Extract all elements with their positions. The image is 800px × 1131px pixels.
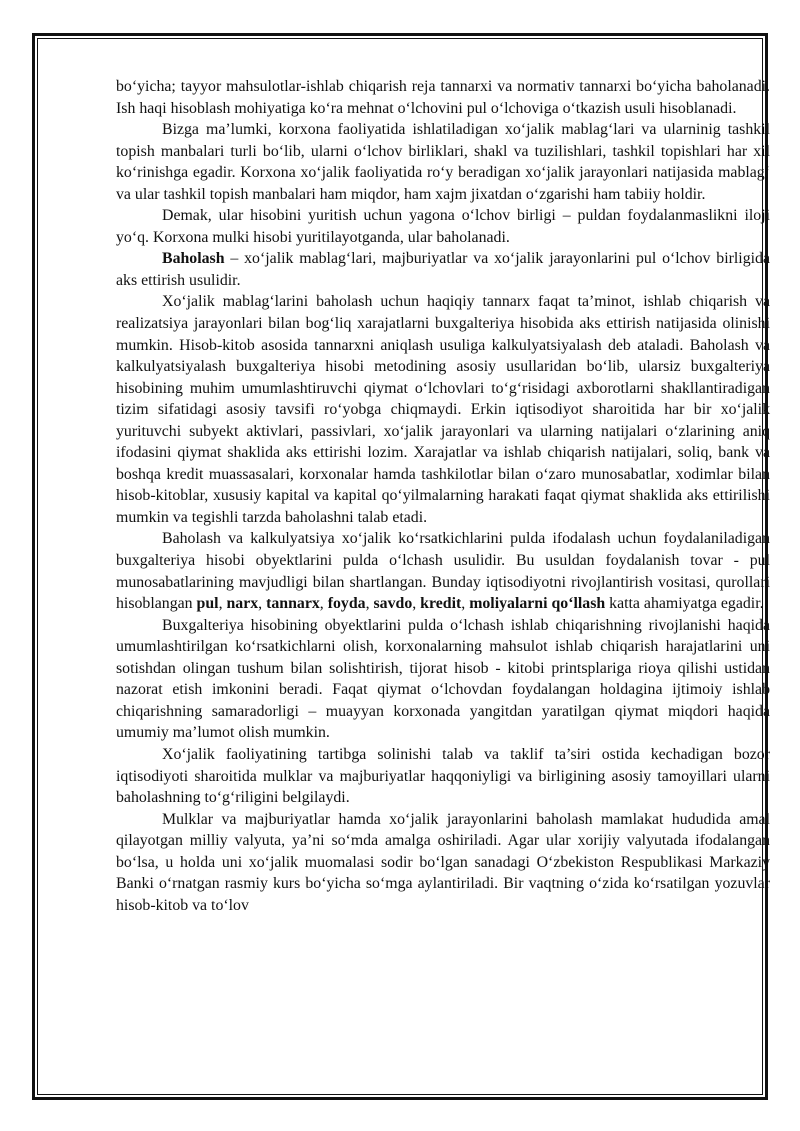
paragraph-3: Demak, ular hisobini yuritish uchun yagona o‘lchov birligi – puldan foydalanmaslikni iloji yo‘q. Korxona mulki hisobi yuritilayotganda, ular baholanadi. bbox=[116, 207, 770, 246]
paragraph-6-end: katta ahamiyatga egadir. bbox=[605, 595, 764, 613]
paragraph-5: Xo‘jalik mablag‘larini baholash uchun haqiqiy tannarx faqat ta’minot, ishlab chiqarish va realizatsiya jarayonlari bilan bog‘liq xarajatlarni buxgalteriya hisobida aks ettirish natijasida olinishi mumkin. Hisob-kitob asosida tannarxni aniqlash usuliga kalkulyatsiyalash deb ataladi. Baholash va kalkulyatsiyalash buxgalteriya hisobi metodining asosiy usullaridan bo‘lib, ularsiz buxgalteriya hisobining muhim umumlashtiruvchi qiymat o‘lchovlari to‘g‘risidagi axborotlarni shakllantiradigan tizim sifatidagi asosiy tavsifi ro‘yobga chiqmaydi. Erkin iqtisodiyot sharoitida har bir xo‘jalik yurituvchi subyekt aktivlari, passivlari, xo‘jalik jarayonlari va ularning natijalari o‘zlarining aniq ifodasini qiymat shaklida aks ettirishi lozim. Xarajatlar va ishlab chiqarish natijalari, soliq, bank va boshqa kredit muassasalari, korxonalar hamda tashkilotlar bilan o‘zaro munosabatlar, xodimlar bilan hisob-kitoblar, xususiy kapital va kapital qo‘yilmalarning harakati faqat qiymat shaklida aks ettirilishi mumkin va tegishli tarzda baholashni talab etadi. bbox=[116, 293, 770, 526]
term-kredit: kredit bbox=[420, 595, 462, 613]
term-separator: , bbox=[412, 595, 421, 613]
term-separator: , bbox=[218, 595, 227, 613]
term-tannarx: tannarx bbox=[266, 595, 320, 613]
term-savdo: savdo bbox=[373, 595, 413, 613]
term-narx: narx bbox=[226, 595, 259, 613]
term-moliyalarni-qollash: moliyalarni qo‘llash bbox=[469, 595, 606, 613]
document-body bbox=[116, 76, 770, 916]
paragraph-7: Buxgalteriya hisobining obyektlarini pulda o‘lchash ishlab chiqarishning rivojlanishi haqida umumlashtirilgan ko‘rsatkichlarni olish, korxonalarning mahsulot ishlab chiqarish harajatlarini uni sotishdan olingan tushum bilan solishtirish, tijorat hisob - kitobi printsplariga rioya qilishi ustidan nazorat etish imkonini beradi. Faqat qiymat o‘lchovdan foydalangan holdagina ijtimoiy ishlab chiqarishning samaradorligi – muayyan korxonada yangitdan yaratilgan qiymat miqdori haqida umumiy ma’lumot olish mumkin. bbox=[116, 616, 770, 742]
term-separator: , bbox=[258, 595, 267, 613]
term-separator: , bbox=[319, 595, 328, 613]
term-foyda: foyda bbox=[327, 595, 366, 613]
paragraph-9: Mulklar va majburiyatlar hamda xo‘jalik jarayonlarini baholash mamlakat hududida amal qilayotgan milliy valyuta, ya’ni so‘mda amalga oshiriladi. Agar ular xorijiy valyutada ifodalangan bo‘lsa, u holda uni xo‘jalik muomalasi sodir bo‘lgan sanadagi O‘zbekiston Respublikasi Markaziy Banki o‘rnatgan rasmiy kurs bo‘yicha so‘mga aylantiriladi. Bir vaqtning o‘zida ko‘rsatilgan yozuvlar hisob-kitob va to‘lov bbox=[116, 810, 770, 914]
term-separator: , bbox=[365, 595, 374, 613]
paragraph-2: Bizga ma’lumki, korxona faoliyatida ishlatiladigan xo‘jalik mablag‘lari va ularninig tashkil topish manbalari turli bo‘lib, ularni o‘lchov birliklari, shakl va tuzilishlari, tashkil topishlari har xil ko‘rinishga egadir. Korxona xo‘jalik faoliyatida ro‘y beradigan xo‘jalik jarayonlari natijasida mablag‘ va ular tashkil topish manbalari ham miqdor, ham xajm jixatdan o‘zgarishi ham tabiiy holdir. bbox=[116, 121, 770, 203]
paragraph-4-definition bbox=[116, 248, 770, 291]
paragraph-6-text: Baholash va kalkulyatsiya xo‘jalik ko‘rsatkichlarini pulda ifodalash uchun foydalaniladigan buxgalteriya hisobi obyektlarini pulda o‘lchash usulidir. Bu usuldan foydalanish tovar - pul munosabatlarining mavjudligi bilan shartlangan. Bunday iqtisodiyotni rivojlantirish vositasi, qurollari hisoblangan bbox=[116, 530, 770, 613]
paragraph-6 bbox=[116, 528, 770, 614]
paragraph-8: Xo‘jalik faoliyatining tartibga solinishi talab va taklif ta’siri ostida kechadigan bozor iqtisodiyoti sharoitida mulklar va majburiyatlar haqqoniyligi va birligining asosiy tamoyillari ularni baholashning to‘g‘riligini belgilaydi. bbox=[116, 745, 770, 807]
term-pul: pul bbox=[196, 595, 219, 613]
paragraph-1: bo‘yicha; tayyor mahsulotlar-ishlab chiqarish reja tannarxi va normativ tannarxi bo‘yicha baholanadi. Ish haqi hisoblash mohiyatiga ko‘ra mehnat o‘lchovini pul o‘lchoviga o‘tkazish usuli hisoblanadi. bbox=[116, 78, 770, 117]
term-separator: , bbox=[461, 595, 470, 613]
term-baholash: Baholash bbox=[162, 250, 225, 268]
definition-text: – xo‘jalik mablag‘lari, majburiyatlar va xo‘jalik jarayonlarini pul o‘lchov birligida aks ettirish usulidir. bbox=[116, 250, 770, 289]
